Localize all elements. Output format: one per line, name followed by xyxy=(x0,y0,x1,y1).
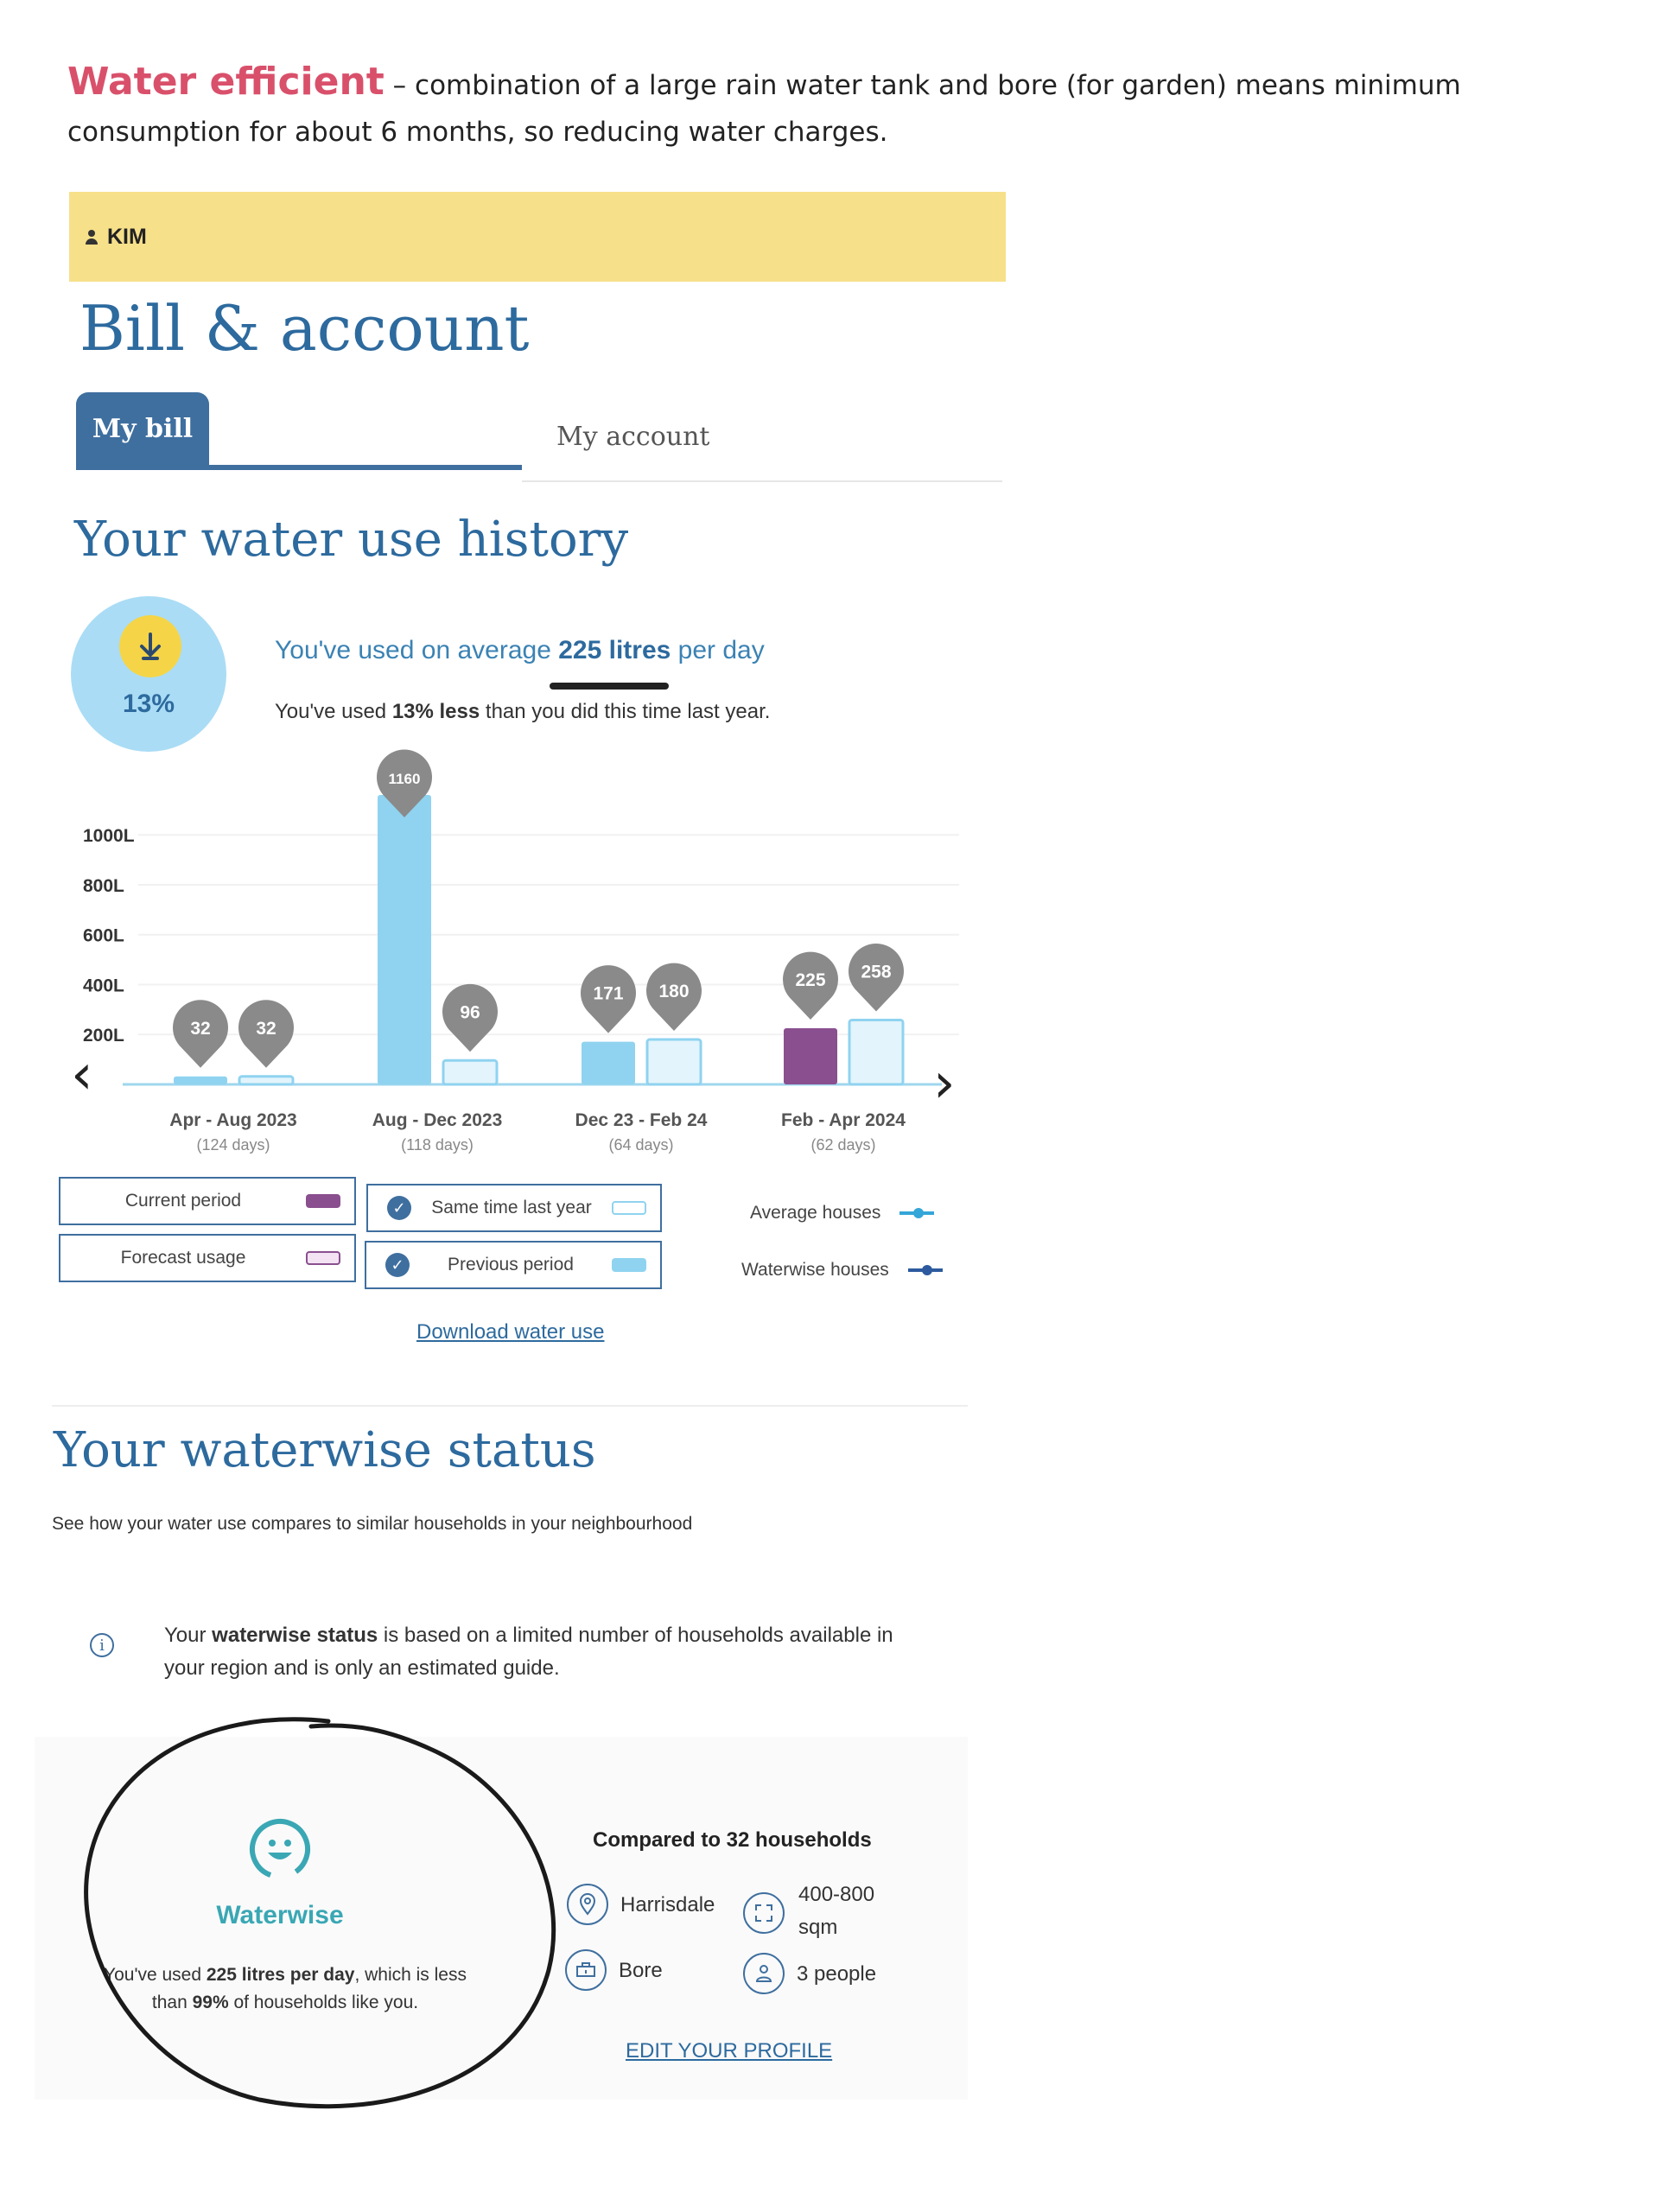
y-tick-label: 1000L xyxy=(83,826,135,847)
bar-previous-period xyxy=(174,1077,227,1084)
comparison-value: 13% less xyxy=(391,700,480,723)
data-label: 171 xyxy=(593,983,624,1004)
bar-same-time-last-year xyxy=(443,1060,497,1084)
legend-waterwise-houses[interactable]: Waterwise houses xyxy=(741,1260,943,1281)
profile-block-size: 400-800 sqm xyxy=(798,1883,875,1939)
down-arrow-icon xyxy=(119,615,181,677)
tab-my-bill[interactable]: My bill xyxy=(76,392,209,465)
bar-previous-period xyxy=(378,795,431,1084)
y-tick-label: 200L xyxy=(83,1026,124,1046)
bar-previous-period xyxy=(582,1042,635,1084)
block-size-icon xyxy=(743,1892,785,1934)
download-water-use-link[interactable]: Download water use xyxy=(416,1320,605,1344)
water-use-chart xyxy=(60,743,976,1184)
edit-profile-link[interactable]: EDIT YOUR PROFILE xyxy=(626,2039,833,2063)
user-icon xyxy=(83,228,100,245)
info-text: Your waterwise status is based on a limited number of households available in your region and is only an estimated guide. xyxy=(164,1624,893,1680)
bar-same-time-last-year xyxy=(647,1039,701,1084)
x-days-label: (62 days) xyxy=(810,1136,876,1154)
people-icon xyxy=(743,1953,785,1994)
user-name[interactable]: KIM xyxy=(107,224,147,249)
y-tick-label: 600L xyxy=(83,925,124,946)
tab-my-account[interactable]: My account xyxy=(556,422,710,452)
bar-same-time-last-year xyxy=(239,1077,293,1084)
x-category-label: Feb - Apr 2024 xyxy=(781,1110,906,1130)
intro-note xyxy=(67,59,1640,156)
profile-household-size: 3 people xyxy=(797,1962,877,1986)
data-label: 225 xyxy=(795,970,826,991)
bore-pump-icon xyxy=(565,1949,607,1991)
chevron-right-icon[interactable]: › xyxy=(933,1052,956,1116)
user-bar xyxy=(69,192,1006,282)
info-icon: i xyxy=(90,1633,114,1657)
legend-forecast-usage[interactable]: Forecast usage xyxy=(59,1234,356,1282)
intro-highlight: Water efficient xyxy=(67,60,385,104)
intro-text: – combination of a large rain water tank and bore (for garden) means minimum consumption for about 6 months, so reducing water charges. xyxy=(67,70,1461,148)
check-icon: ✓ xyxy=(387,1196,411,1220)
pen-underline xyxy=(550,683,669,690)
comparison-text: You've used 13% less than you did this time last year. xyxy=(275,700,771,723)
x-days-label: (118 days) xyxy=(401,1136,474,1154)
data-label: 32 xyxy=(256,1018,276,1039)
data-label: 96 xyxy=(460,1002,480,1023)
location-pin-icon xyxy=(567,1884,608,1925)
smiley-face-icon xyxy=(247,1816,313,1882)
waterwise-houses-marker xyxy=(908,1265,943,1275)
x-category-label: Apr - Aug 2023 xyxy=(169,1110,297,1130)
status-title: Your waterwise status xyxy=(54,1422,596,1478)
average-usage-text: You've used on average 225 litres per day xyxy=(275,636,765,664)
legend-same-time-last-year[interactable]: ✓ Same time last year xyxy=(366,1184,662,1232)
data-label: 32 xyxy=(190,1018,211,1039)
x-days-label: (124 days) xyxy=(196,1136,270,1154)
legend-current-period[interactable]: Current period xyxy=(59,1177,356,1225)
compared-households: Compared to 32 households xyxy=(593,1828,872,1852)
status-subtitle: See how your water use compares to similar households in your neighbourhood xyxy=(52,1514,693,1534)
same-time-swatch xyxy=(612,1201,646,1215)
chevron-left-icon[interactable]: ‹ xyxy=(71,1043,93,1107)
data-label: 1160 xyxy=(388,771,421,787)
check-icon: ✓ xyxy=(385,1253,410,1277)
section-divider xyxy=(52,1405,968,1407)
legend-previous-period[interactable]: ✓ Previous period xyxy=(365,1241,662,1289)
profile-suburb: Harrisdale xyxy=(620,1893,715,1916)
tab-active-underline xyxy=(76,465,522,470)
y-tick-label: 400L xyxy=(83,976,124,996)
data-label: 258 xyxy=(861,962,892,982)
x-days-label: (64 days) xyxy=(608,1136,674,1154)
history-title: Your water use history xyxy=(74,512,629,568)
bar-current-period xyxy=(784,1028,837,1084)
bar-same-time-last-year xyxy=(849,1020,903,1084)
waterwise-description: You've used 225 litres per day, which is less than 99% of households like you. xyxy=(104,1965,467,2012)
x-category-label: Aug - Dec 2023 xyxy=(372,1110,503,1130)
current-period-swatch xyxy=(306,1194,340,1208)
reduction-percent: 13% xyxy=(122,690,175,718)
page-title: Bill & account xyxy=(79,292,530,365)
x-category-label: Dec 23 - Feb 24 xyxy=(575,1110,708,1130)
waterwise-label: Waterwise xyxy=(216,1901,344,1929)
average-usage-value: 225 litres xyxy=(558,636,671,664)
previous-period-swatch xyxy=(612,1258,646,1272)
profile-water-source: Bore xyxy=(619,1959,663,1982)
y-tick-label: 800L xyxy=(83,875,124,896)
legend-average-houses[interactable]: Average houses xyxy=(750,1203,934,1224)
data-label: 180 xyxy=(658,982,690,1002)
tab-divider xyxy=(522,480,1002,482)
average-houses-marker xyxy=(899,1208,934,1218)
forecast-swatch xyxy=(306,1251,340,1265)
